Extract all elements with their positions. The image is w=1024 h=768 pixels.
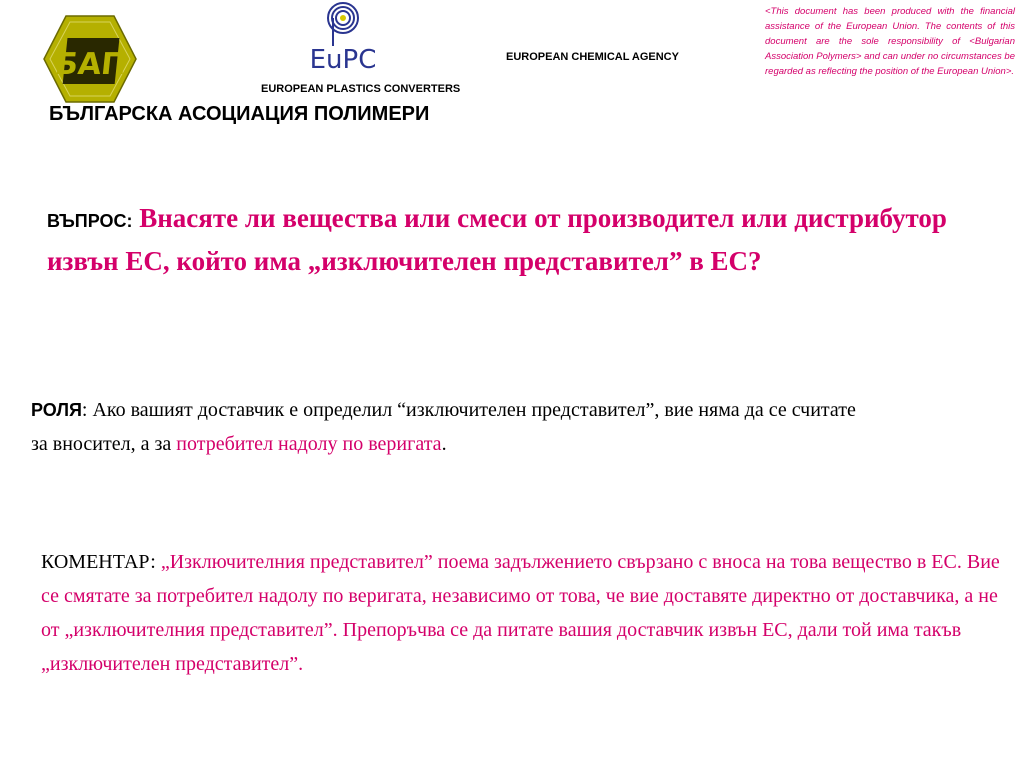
comment-label: КОМЕНТАР: xyxy=(41,551,161,573)
role-label: РОЛЯ xyxy=(31,400,82,420)
bap-logo xyxy=(42,14,138,104)
question-text: Внасяте ли вещества или смеси от производител или дистрибутор извън ЕС, който има „изключителен представител” в ЕС? xyxy=(47,203,947,276)
eupc-logo-text: EuPC xyxy=(309,45,377,75)
eu-disclaimer: <This document has been produced with the financial assistance of the European Union. The contents of this document are the sole responsibility of <Bulgarian Association Polymers> and can under no circumstances be regarded as reflecting the position of the European Union>. xyxy=(765,6,1015,77)
comment-text: „Изключителния представител” поема задължението свързано с вноса на това вещество в ЕС. Вие се смятате за потребител надолу по веригата, независимо от това, че вие доставяте директно от доставчика, а не от „изключителния представител”. Препоръчва се да питате вашия доставчик извън ЕС, дали той има такъв „изключителен представител”. xyxy=(41,551,1000,675)
question-block xyxy=(47,198,947,281)
bap-logo-text: БАП xyxy=(53,47,129,82)
association-title: БЪЛГАРСКА АСОЦИАЦИЯ ПОЛИМЕРИ xyxy=(49,103,430,125)
converters-title: EUROPEAN PLASTICS CONVERTERS xyxy=(261,83,461,95)
role-highlight: потребител надолу по веригата xyxy=(176,433,442,455)
role-text: : Ако вашият доставчик е определил “изключителен представител”, вие няма да се считате за вносител, а за xyxy=(31,399,856,455)
comment-block xyxy=(41,545,1021,681)
role-end: . xyxy=(441,433,447,455)
question-label: ВЪПРОС: xyxy=(47,211,133,231)
role-block xyxy=(31,393,871,461)
agency-title: EUROPEAN CHEMICAL AGENCY xyxy=(506,51,679,63)
eupc-logo xyxy=(300,0,386,76)
